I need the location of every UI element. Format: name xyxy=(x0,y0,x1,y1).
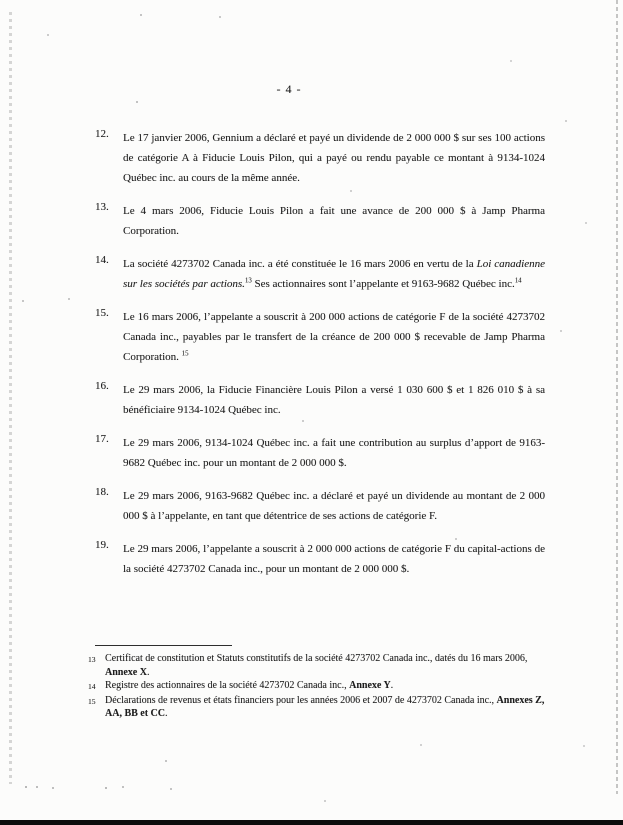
paragraph-number: 19. xyxy=(95,539,109,551)
paragraph-13 xyxy=(95,201,545,241)
paragraph-text: La société 4273702 Canada inc. a été constituée le 16 mars 2006 en vertu de la Loi canadienne sur les sociétés par actions.$^{13}$ Ses actionnaires sont l’appelante et 9163-9682 Québec inc.$^{14}$ xyxy=(123,258,545,290)
paragraph-number: 17. xyxy=(95,433,109,445)
footnotes-section xyxy=(88,645,550,721)
footnote-15 xyxy=(88,694,550,721)
footnote-number: 14 xyxy=(88,682,96,691)
scan-noise-specks xyxy=(0,0,2,2)
paragraph-15 xyxy=(95,307,545,367)
paragraph-text: Le 29 mars 2006, 9134-1024 Québec inc. a fait une contribution au surplus d’apport de 9163-9682 Québec inc. pour un montant de 2 000 000 $. xyxy=(123,437,545,469)
footnote-text: Déclarations de revenus et états financiers pour les années 2006 et 2007 de 4273702 Canada inc., Annexes Z, AA, BB et CC. xyxy=(105,694,545,719)
paragraph-text: Le 16 mars 2006, l’appelante a souscrit à 200 000 actions de catégorie F de la société 4273702 Canada inc., payables par le transfert de la créance de 200 000 $ recevable de Jamp Pharma Corporation. $^{15}$ xyxy=(123,311,545,363)
scan-artifact-left-edge xyxy=(9,12,12,784)
footnote-number: 13 xyxy=(88,655,96,664)
page-number: - 4 - xyxy=(276,82,302,96)
paragraph-number: 12. xyxy=(95,128,109,140)
paragraph-19 xyxy=(95,539,545,579)
paragraph-text: Le 29 mars 2006, la Fiducie Financière Louis Pilon a versé 1 030 600 $ et 1 826 010 $ à sa bénéficiaire 9134-1024 Québec inc. xyxy=(123,384,545,416)
paragraph-number: 18. xyxy=(95,486,109,498)
footnote-text: Registre des actionnaires de la société 4273702 Canada inc., Annexe Y. xyxy=(105,680,394,691)
footnote-14 xyxy=(88,679,550,694)
paragraph-text: Le 29 mars 2006, 9163-9682 Québec inc. a déclaré et payé un dividende au montant de 2 000 000 $ à l’appelante, en tant que détentrice de ses actions de catégorie F. xyxy=(123,490,545,522)
paragraph-text: Le 4 mars 2006, Fiducie Louis Pilon a fait une avance de 200 000 $ à Jamp Pharma Corporation. xyxy=(123,205,545,237)
document-body xyxy=(95,128,545,592)
paragraph-number: 15. xyxy=(95,307,109,319)
scan-artifact-right-edge xyxy=(616,0,618,794)
paragraph-text: Le 29 mars 2006, l’appelante a souscrit à 2 000 000 actions de catégorie F du capital-actions de la société 4273702 Canada inc., pour un montant de 2 000 000 $. xyxy=(123,543,545,575)
paragraph-12 xyxy=(95,128,545,188)
paragraph-14 xyxy=(95,254,545,294)
footnote-13 xyxy=(88,652,550,679)
paragraph-17 xyxy=(95,433,545,473)
scan-edge-bottom xyxy=(0,820,623,825)
paragraph-number: 16. xyxy=(95,380,109,392)
paragraph-number: 14. xyxy=(95,254,109,266)
footnote-number: 15 xyxy=(88,696,96,706)
paragraph-18 xyxy=(95,486,545,526)
paragraph-number: 13. xyxy=(95,201,109,213)
footnote-text: Certificat de constitution et Statuts constitutifs de la société 4273702 Canada inc., datés du 16 mars 2006, Annexe X. xyxy=(105,653,528,678)
paragraph-text: Le 17 janvier 2006, Gennium a déclaré et payé un dividende de 2 000 000 $ sur ses 100 actions de catégorie A à Fiducie Louis Pilon, qui a payé ou rendu payable ce montant à 9134-1024 Québec inc. au cours de la même année. xyxy=(123,132,545,184)
paragraph-16 xyxy=(95,380,545,420)
footnote-separator xyxy=(95,645,232,646)
